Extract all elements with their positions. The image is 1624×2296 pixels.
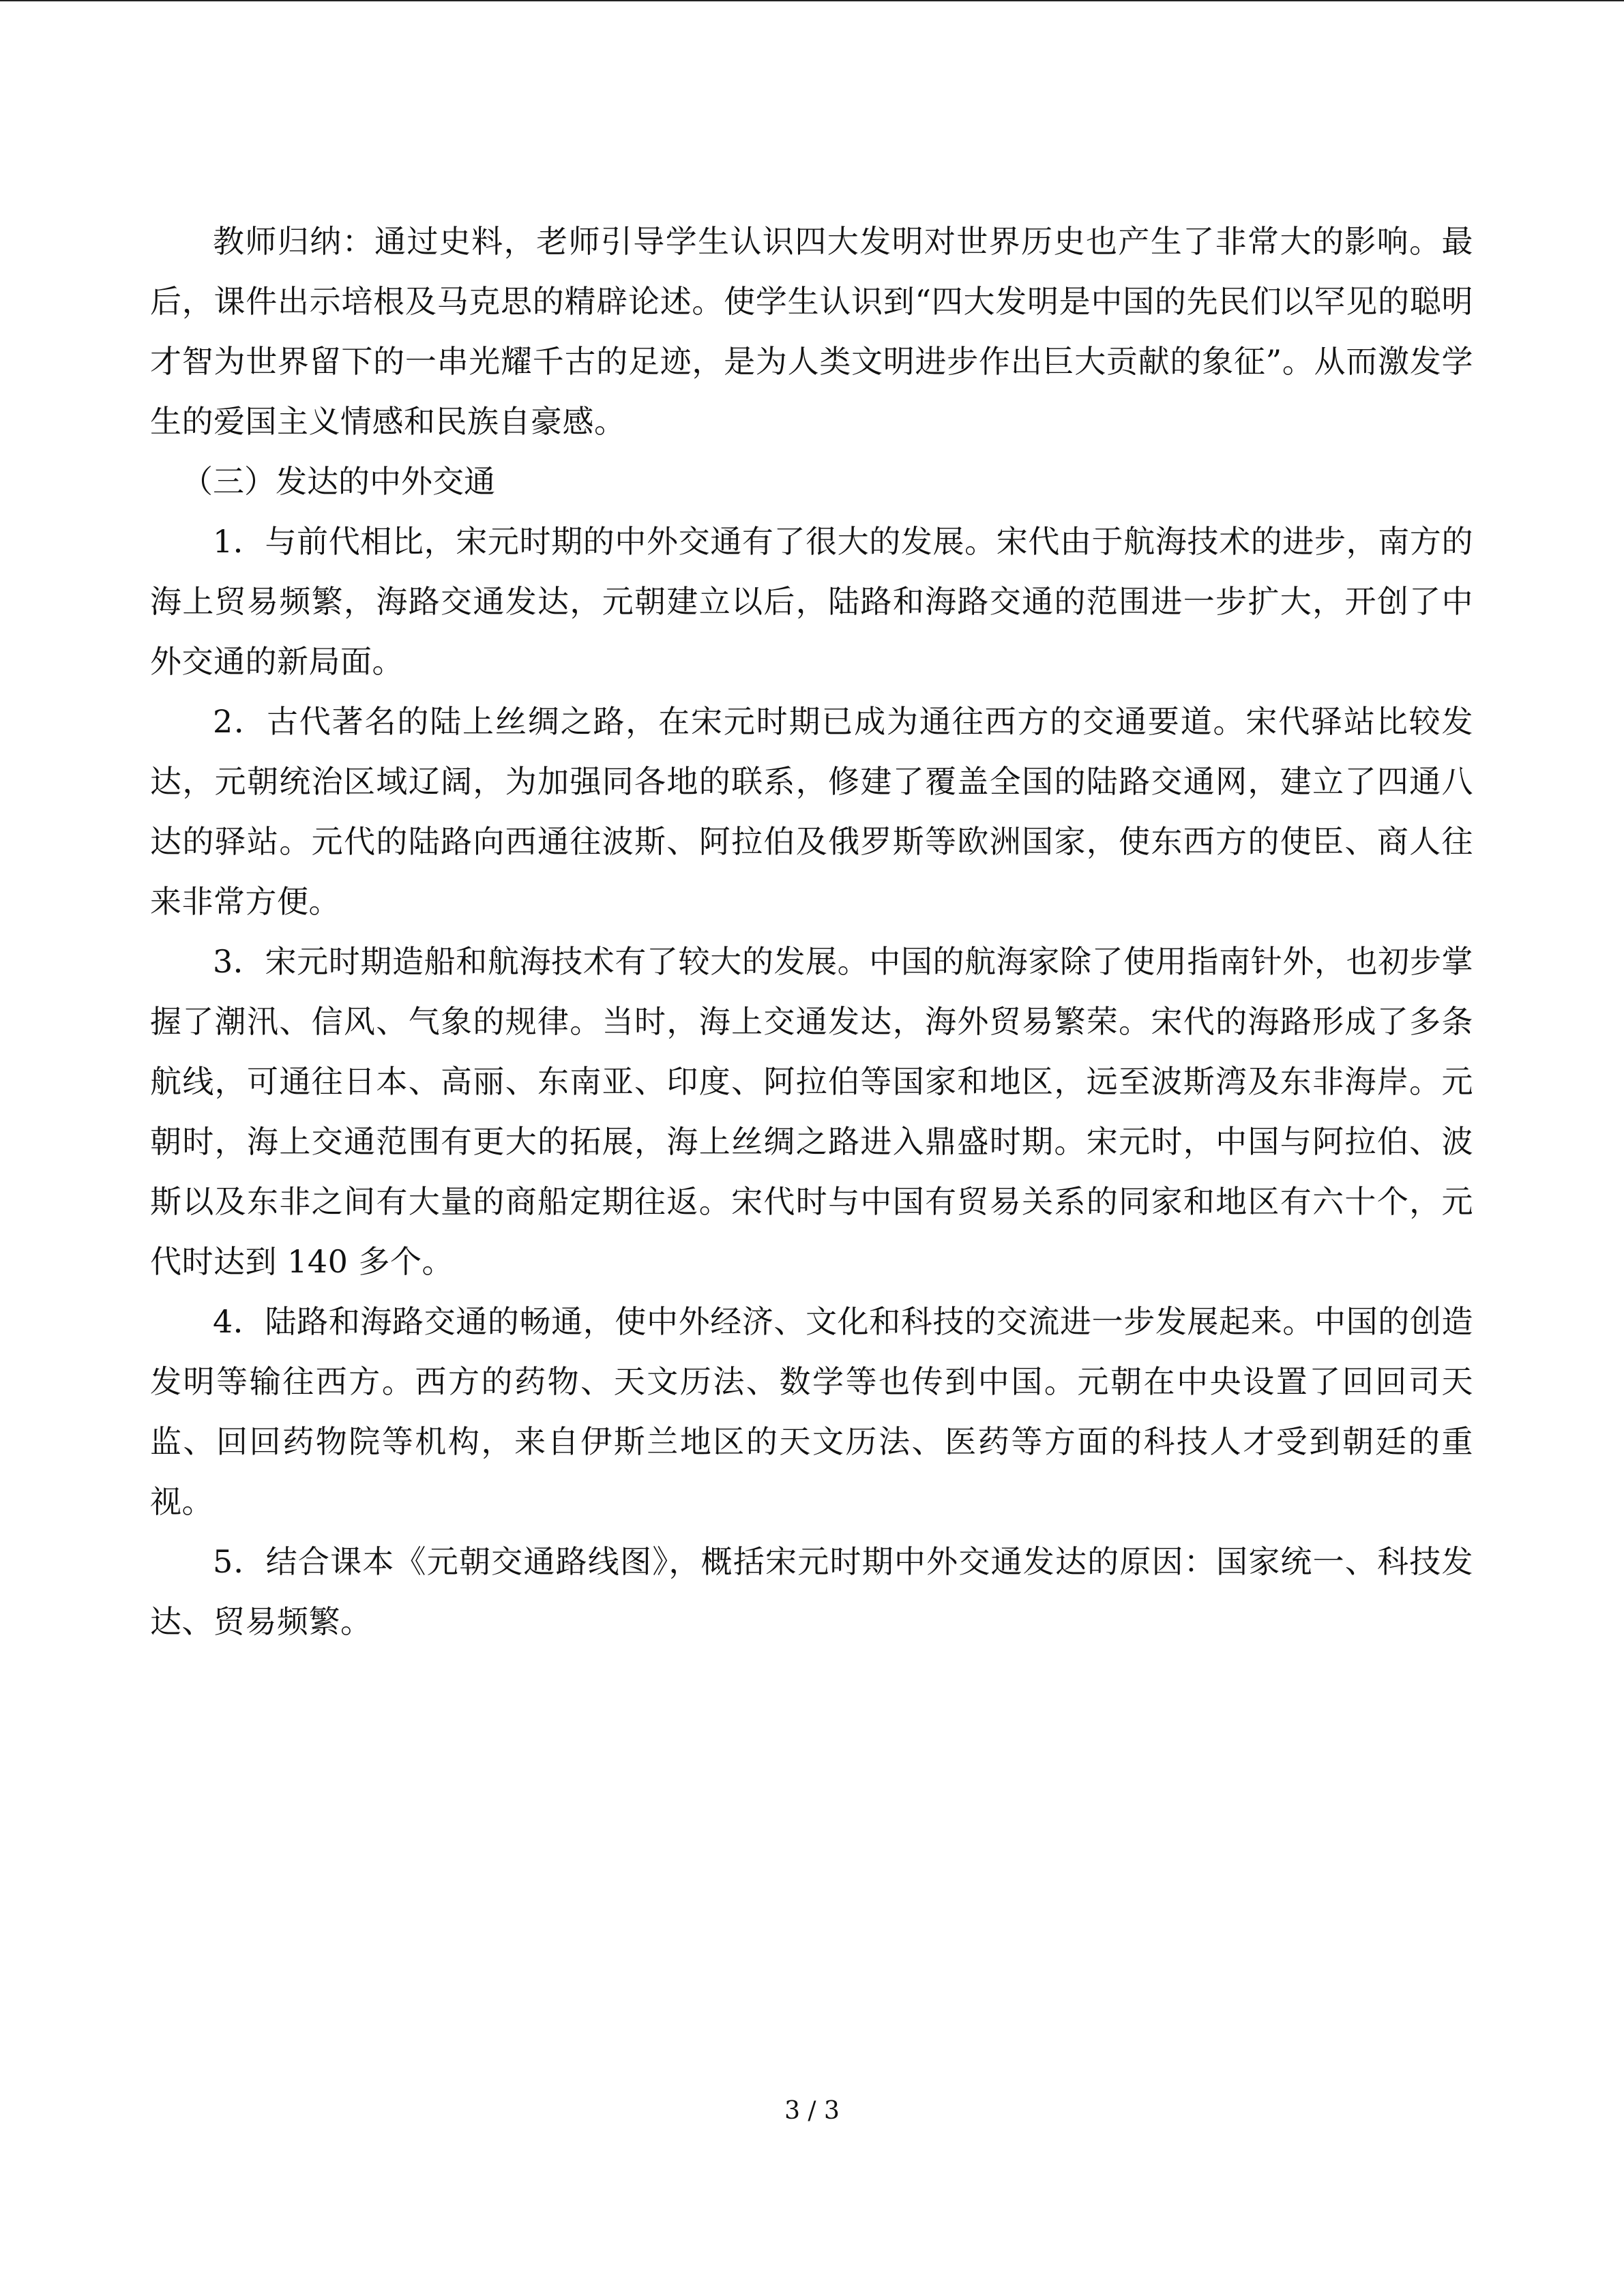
page-number: 3 / 3 <box>784 2097 840 2125</box>
paragraph-point-5: 5．结合课本《元朝交通路线图》，概括宋元时期中外交通发达的原因：国家统一、科技发达、贸易频繁。 <box>150 1543 1473 1640</box>
document-body <box>150 211 1473 1652</box>
paragraph-point-3: 3．宋元时期造船和航海技术有了较大的发展。中国的航海家除了使用指南针外，也初步掌握了潮汛、信风、气象的规律。当时，海上交通发达，海外贸易繁荣。宋代的海路形成了多条航线，可通往日本、高丽、东南亚、印度、阿拉伯等国家和地区，远至波斯湾及东非海岸。元朝时，海上交通范围有更大的拓展，海上丝绸之路进入鼎盛时期。宋元时，中国与阿拉伯、波斯以及东非之间有大量的商船定期往返。宋代时与中国有贸易关系的同家和地区有六十个，元代时达到 140 多个。 <box>150 943 1473 1280</box>
top-border-line <box>0 0 1624 1</box>
paragraph-teacher-summary: 教师归纳：通过史料，老师引导学生认识四大发明对世界历史也产生了非常大的影响。最后，课件出示培根及马克思的精辟论述。使学生认识到“四大发明是中国的先民们以罕见的聪明才智为世界留下的一串光耀千古的足迹，是为人类文明进步作出巨大贡献的象征”。从而激发学生的爱国主义情感和民族自豪感。 <box>150 223 1473 440</box>
paragraph-point-4: 4．陆路和海路交通的畅通，使中外经济、文化和科技的交流进一步发展起来。中国的创造发明等输往西方。西方的药物、天文历法、数学等也传到中国。元朝在中央设置了回回司天监、回回药物院等机构，来自伊斯兰地区的天文历法、医药等方面的科技人才受到朝廷的重视。 <box>150 1303 1473 1520</box>
section-heading: （三）发达的中外交通 <box>181 463 495 500</box>
paragraph-point-1: 1．与前代相比，宋元时期的中外交通有了很大的发展。宋代由于航海技术的进步，南方的海上贸易频繁，海路交通发达，元朝建立以后，陆路和海路交通的范围进一步扩大，开创了中外交通的新局面。 <box>150 523 1473 680</box>
paragraph-point-2: 2．古代著名的陆上丝绸之路，在宋元时期已成为通往西方的交通要道。宋代驿站比较发达，元朝统治区域辽阔，为加强同各地的联系，修建了覆盖全国的陆路交通网，建立了四通八达的驿站。元代的陆路向西通往波斯、阿拉伯及俄罗斯等欧洲国家，使东西方的使臣、商人往来非常方便。 <box>150 703 1473 920</box>
